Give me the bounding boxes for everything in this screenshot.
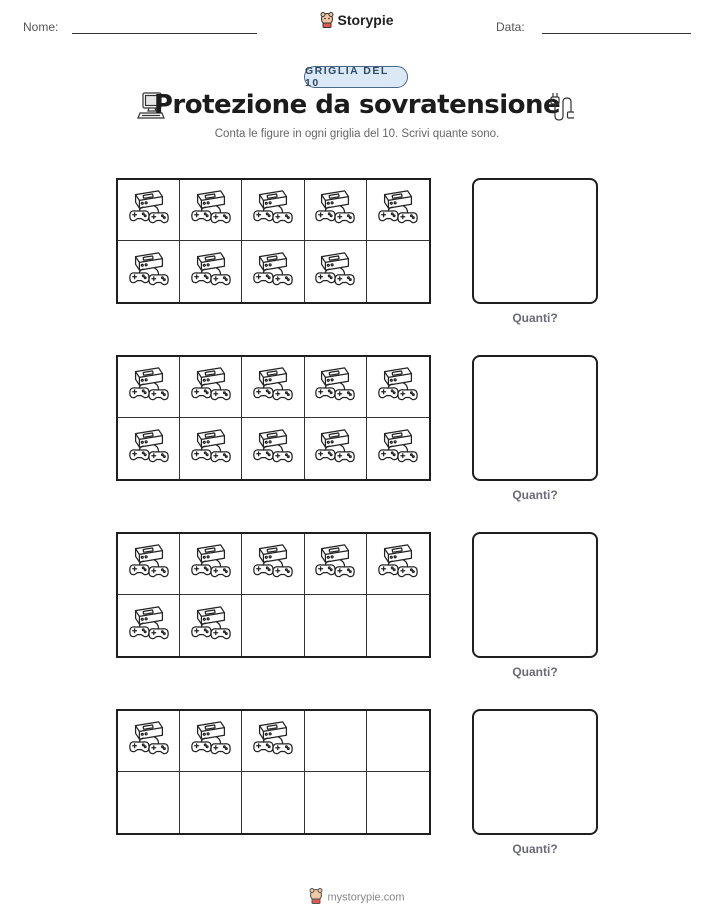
storypie-logo-icon — [309, 888, 323, 907]
ten-frame-cell — [242, 534, 304, 595]
ten-frame-cell — [367, 534, 429, 595]
game-console-icon — [375, 364, 421, 410]
ten-frame-cell — [305, 534, 367, 595]
game-console-icon — [250, 364, 296, 410]
ten-frame-cell — [118, 772, 180, 833]
date-line[interactable] — [542, 33, 691, 34]
brand-logo — [0, 12, 714, 31]
game-console-icon — [250, 426, 296, 472]
ten-frame-cell — [118, 180, 180, 241]
game-console-icon — [126, 364, 172, 410]
game-console-icon — [375, 426, 421, 472]
game-console-icon — [188, 603, 234, 649]
ten-frame-cell — [180, 711, 242, 772]
answer-box-4[interactable] — [472, 709, 598, 835]
ten-frame-cell — [367, 180, 429, 241]
ten-frame-cell — [242, 772, 304, 833]
power-plug-icon — [548, 92, 574, 127]
ten-frame-cell — [242, 180, 304, 241]
ten-frame-cell — [180, 241, 242, 302]
ten-frame-cell — [118, 357, 180, 418]
game-console-icon — [375, 541, 421, 587]
page-title: Protezione da sovratensione — [153, 90, 561, 120]
answer-label: Quanti? — [512, 665, 558, 679]
game-console-icon — [126, 426, 172, 472]
ten-frame-cell — [242, 418, 304, 479]
ten-frame-cell — [305, 595, 367, 656]
ten-frame-cell — [305, 711, 367, 772]
ten-frame-cell — [305, 772, 367, 833]
game-console-icon — [312, 364, 358, 410]
ten-frame-cell — [367, 772, 429, 833]
ten-frame-3 — [116, 532, 431, 658]
brand-name: Storypie — [337, 12, 394, 29]
name-line[interactable] — [72, 33, 257, 34]
ten-frame-cell — [367, 357, 429, 418]
instructions: Conta le figure in ogni griglia del 10. Scrivi quante sono. — [214, 128, 500, 140]
answer-box-2[interactable] — [472, 355, 598, 481]
game-console-icon — [312, 249, 358, 295]
date-label: Data: — [496, 20, 525, 34]
game-console-icon — [312, 541, 358, 587]
ten-frame-cell — [180, 357, 242, 418]
ten-frame-cell — [180, 534, 242, 595]
game-console-icon — [188, 541, 234, 587]
answer-label: Quanti? — [512, 488, 558, 502]
game-console-icon — [188, 249, 234, 295]
ten-frame-cell — [305, 418, 367, 479]
ten-frame-cell — [367, 711, 429, 772]
answer-box-3[interactable] — [472, 532, 598, 658]
game-console-icon — [126, 718, 172, 764]
game-console-icon — [250, 541, 296, 587]
game-console-icon — [375, 187, 421, 233]
ten-frame-4 — [116, 709, 431, 835]
ten-frame-cell — [118, 241, 180, 302]
ten-frame-cell — [242, 241, 304, 302]
game-console-icon — [126, 187, 172, 233]
footer-url: mystorypie.com — [327, 891, 405, 904]
ten-frame-cell — [118, 595, 180, 656]
ten-frame-2 — [116, 355, 431, 481]
game-console-icon — [188, 718, 234, 764]
game-console-icon — [188, 364, 234, 410]
ten-frame-cell — [367, 418, 429, 479]
game-console-icon — [126, 541, 172, 587]
answer-box-1[interactable] — [472, 178, 598, 304]
ten-frame-cell — [180, 595, 242, 656]
ten-frame-cell — [118, 418, 180, 479]
game-console-icon — [312, 426, 358, 472]
ten-frame-cell — [305, 357, 367, 418]
ten-frame-cell — [180, 418, 242, 479]
ten-frame-cell — [242, 595, 304, 656]
answer-label: Quanti? — [512, 842, 558, 856]
game-console-icon — [250, 187, 296, 233]
ten-frame-cell — [305, 180, 367, 241]
ten-frame-cell — [118, 534, 180, 595]
ten-frame-cell — [242, 711, 304, 772]
ten-frame-cell — [305, 241, 367, 302]
ten-frame-cell — [180, 180, 242, 241]
ten-frame-1 — [116, 178, 431, 304]
ten-frame-cell — [367, 241, 429, 302]
worksheet-type-badge: GRIGLIA DEL 10 — [304, 66, 408, 88]
game-console-icon — [250, 249, 296, 295]
game-console-icon — [312, 187, 358, 233]
footer — [0, 888, 714, 907]
ten-frame-cell — [180, 772, 242, 833]
ten-frame-cell — [242, 357, 304, 418]
answer-label: Quanti? — [512, 311, 558, 325]
storypie-logo-icon — [320, 12, 334, 31]
name-label: Nome: — [23, 20, 59, 34]
game-console-icon — [188, 187, 234, 233]
ten-frame-cell — [367, 595, 429, 656]
game-console-icon — [188, 426, 234, 472]
game-console-icon — [250, 718, 296, 764]
ten-frame-cell — [118, 711, 180, 772]
game-console-icon — [126, 603, 172, 649]
game-console-icon — [126, 249, 172, 295]
